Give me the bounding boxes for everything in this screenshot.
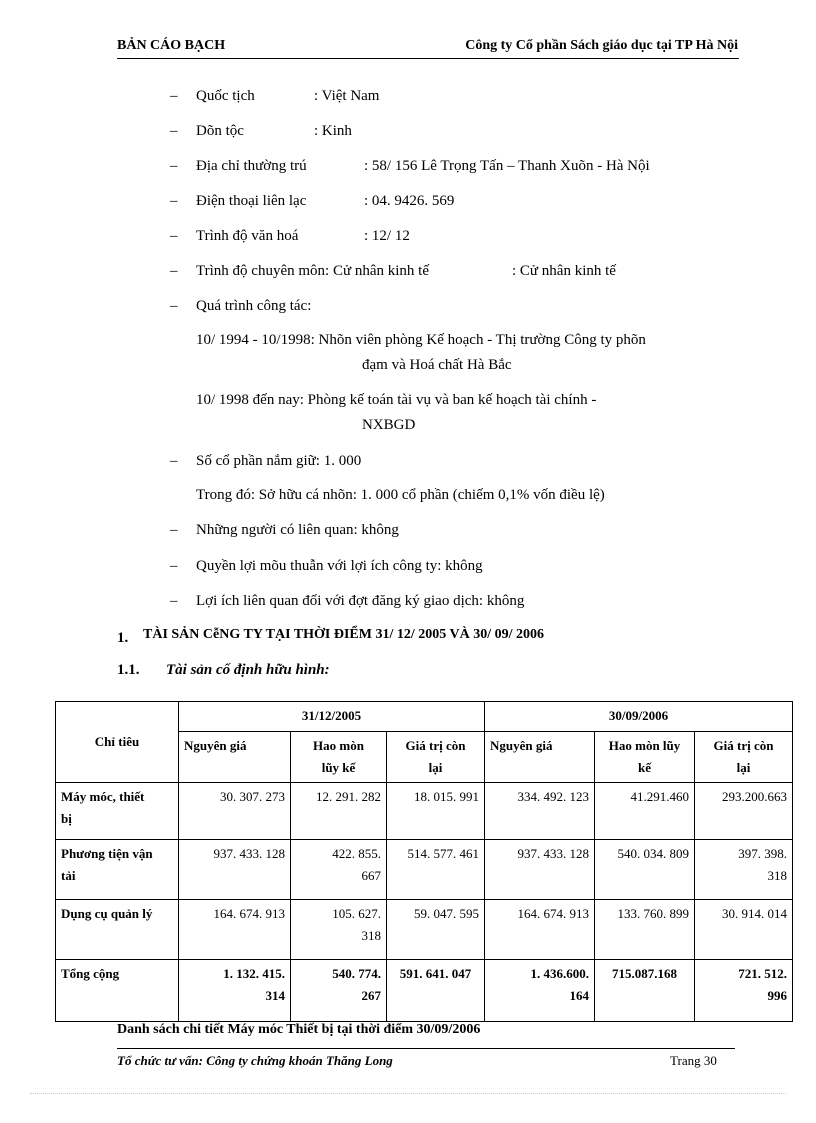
row-label-line: tải — [61, 868, 76, 883]
subheader-line: Giá trị còn — [713, 738, 774, 753]
bullet-dash: – — [170, 453, 178, 469]
bullet-dash: – — [170, 158, 178, 174]
cell-value: 715.087.168 — [612, 966, 678, 981]
bullet-value: : 58/ 156 Lê Trọng Tấn – Thanh Xuõn - Hà Nội — [364, 158, 650, 174]
work-history-line: 10/ 1994 - 10/1998: Nhõn viên phòng Kế hoạch - Thị trường Công ty phõn — [196, 332, 646, 348]
bullet-label: Trình độ chuyên môn: Cử nhân kinh tế — [196, 263, 429, 279]
table-cell — [179, 900, 291, 960]
row-label-line: Dụng cụ quản lý — [61, 906, 153, 921]
table-cell — [291, 840, 387, 900]
page-bottom-dotted-rule — [30, 1093, 786, 1094]
table-cell — [179, 783, 291, 840]
row-label-line: bị — [61, 811, 72, 826]
work-history-line: đạm và Hoá chất Hà Bắc — [362, 357, 512, 373]
page-header-right: Công ty Cổ phần Sách giáo dục tại TP Hà Nội — [465, 38, 738, 53]
row-label-line: Phương tiện vận — [61, 846, 153, 861]
cell-value: 18. 015. 991 — [414, 789, 480, 804]
table-cell — [695, 840, 793, 900]
row-label-line: Tổng cộng — [61, 966, 120, 981]
bullet-label: Những người có liên quan: không — [196, 522, 399, 538]
cell-value: 397. 398. — [738, 846, 788, 861]
bullet-value: : 04. 9426. 569 — [364, 193, 455, 209]
subheader-line: lại — [428, 760, 443, 775]
bullet-dash: – — [170, 228, 178, 244]
table-cell — [291, 960, 387, 1022]
subsection-title: Tài sản cố định hữu hình: — [166, 662, 330, 678]
cell-value: 133. 760. 899 — [617, 906, 690, 921]
bullet-dash: – — [170, 123, 178, 139]
cell-value: 267 — [361, 988, 381, 1003]
cell-value: 59. 047. 595 — [414, 906, 480, 921]
cell-value: 12. 291. 282 — [316, 789, 381, 804]
bullet-dash: – — [170, 88, 178, 104]
bullet-label: Quốc tịch — [196, 88, 255, 104]
subheader-line: Hao mòn lũy — [608, 738, 681, 753]
cell-value: 293.200.663 — [722, 789, 788, 804]
table-cell — [485, 840, 595, 900]
table-cell — [695, 783, 793, 840]
cell-value: 996 — [767, 988, 788, 1003]
cell-value: 318 — [767, 868, 788, 883]
cell-value: 30. 307. 273 — [220, 789, 285, 804]
table-cell — [695, 900, 793, 960]
bullet-dash: – — [170, 298, 178, 314]
subheader-line: Giá trị còn — [405, 738, 466, 753]
cell-value: 318 — [361, 928, 381, 943]
row-label — [56, 900, 179, 960]
bullet-label: Dõn tộc — [196, 123, 244, 139]
section-title: TÀI SẢN CễNG TY TẠI THỜI ĐIỂM 31/ 12/ 2005 VÀ 30/ 09/ 2006 — [143, 627, 544, 642]
page-header-left: BẢN CÁO BẠCH — [117, 38, 226, 53]
table-cell — [485, 900, 595, 960]
bullet-label: Lợi ích liên quan đối với đợt đăng ký giao dịch: không — [196, 593, 525, 609]
bullet-label: Số cổ phần nắm giữ: 1. 000 — [196, 453, 362, 469]
table-row — [56, 840, 793, 900]
table-cell — [595, 960, 695, 1022]
work-history-line: NXBGD — [362, 417, 416, 433]
bullet-label: Trình độ văn hoá — [196, 228, 299, 244]
bullet-dash: – — [170, 593, 178, 609]
subheader-line: Nguyên giá — [490, 738, 553, 753]
subheader-line: kế — [638, 760, 652, 775]
bullet-dash: – — [170, 558, 178, 574]
table-cell — [485, 960, 595, 1022]
table-row — [56, 783, 793, 840]
table-cell — [595, 783, 695, 840]
cell-value: 1. 132. 415. — [223, 966, 285, 981]
bullet-label: Điện thoại liên lạc — [196, 193, 307, 209]
bullet-dash: – — [170, 193, 178, 209]
table-cell — [387, 960, 485, 1022]
bullet-label: Quá trình công tác: — [196, 298, 312, 314]
bullet-dash: – — [170, 263, 178, 279]
row-label — [56, 783, 179, 840]
footer-rule — [117, 1048, 735, 1049]
footer-left: Tổ chức tư vấn: Công ty chứng khoán Thăng Long — [117, 1053, 393, 1068]
table-cell — [485, 783, 595, 840]
cell-value: 514. 577. 461 — [407, 846, 480, 861]
bullet-label: Địa chỉ thường trú — [196, 158, 307, 174]
shares-detail: Trong đó: Sở hữu cá nhõn: 1. 000 cổ phần (chiếm 0,1% vốn điều lệ) — [196, 487, 605, 503]
subheader-line: Hao mòn — [313, 738, 364, 753]
detail-list-note: Danh sách chi tiết Máy móc Thiết bị tại thời điểm 30/09/2006 — [117, 1022, 481, 1037]
table-cell — [595, 840, 695, 900]
header-period-2005: 31/12/2005 — [179, 702, 485, 732]
page-number: Trang 30 — [670, 1053, 717, 1068]
subheader-line: lũy kế — [321, 760, 356, 775]
table-row — [56, 900, 793, 960]
cell-value: 422. 855. — [332, 846, 381, 861]
row-label-line: Máy móc, thiết — [61, 789, 145, 804]
bullet-value: : Kinh — [314, 123, 352, 139]
subsection-number: 1.1. — [117, 662, 140, 678]
bullet-label: Quyền lợi mõu thuẫn với lợi ích công ty: không — [196, 558, 483, 574]
table-row — [56, 960, 793, 1022]
bullet-dash: – — [170, 522, 178, 538]
subheader-line: lại — [736, 760, 751, 775]
cell-value: 164 — [569, 988, 590, 1003]
cell-value: 667 — [361, 868, 381, 883]
work-history-line: 10/ 1998 đến nay: Phòng kế toán tài vụ và ban kế hoạch tài chính - — [196, 392, 597, 408]
cell-value: 105. 627. — [332, 906, 381, 921]
bullet-value: : 12/ 12 — [364, 228, 410, 244]
table-cell — [387, 783, 485, 840]
section-number: 1. — [117, 630, 129, 646]
cell-value: 164. 674. 913 — [517, 906, 590, 921]
table-header-row — [56, 702, 793, 732]
table-cell — [179, 840, 291, 900]
row-label — [56, 960, 179, 1022]
cell-value: 314 — [265, 988, 285, 1003]
header-rule — [117, 58, 739, 59]
subheader-cell — [595, 732, 695, 783]
cell-value: 591. 641. 047 — [399, 966, 472, 981]
table-cell — [291, 900, 387, 960]
fixed-assets-table — [55, 701, 793, 1022]
row-label — [56, 840, 179, 900]
cell-value: 937. 433. 128 — [517, 846, 590, 861]
header-item: Chỉ tiêu — [56, 702, 179, 783]
cell-value: 721. 512. — [738, 966, 788, 981]
table-cell — [695, 960, 793, 1022]
bullet-value: : Cử nhân kinh tế — [512, 263, 616, 279]
subheader-cell — [695, 732, 793, 783]
table-cell — [291, 783, 387, 840]
subheader-cell — [485, 732, 595, 783]
cell-value: 334. 492. 123 — [517, 789, 590, 804]
subheader-cell — [291, 732, 387, 783]
table-cell — [179, 960, 291, 1022]
header-period-2006: 30/09/2006 — [485, 702, 793, 732]
bullet-value: : Việt Nam — [314, 88, 380, 104]
cell-value: 1. 436.600. — [530, 966, 590, 981]
subheader-line: Nguyên giá — [184, 738, 247, 753]
table-cell — [387, 900, 485, 960]
cell-value: 41.291.460 — [630, 789, 690, 804]
table-cell — [387, 840, 485, 900]
subheader-cell — [387, 732, 485, 783]
table-cell — [595, 900, 695, 960]
cell-value: 540. 034. 809 — [617, 846, 690, 861]
cell-value: 937. 433. 128 — [213, 846, 285, 861]
cell-value: 540. 774. — [332, 966, 381, 981]
subheader-cell — [179, 732, 291, 783]
cell-value: 164. 674. 913 — [213, 906, 285, 921]
cell-value: 30. 914. 014 — [722, 906, 788, 921]
